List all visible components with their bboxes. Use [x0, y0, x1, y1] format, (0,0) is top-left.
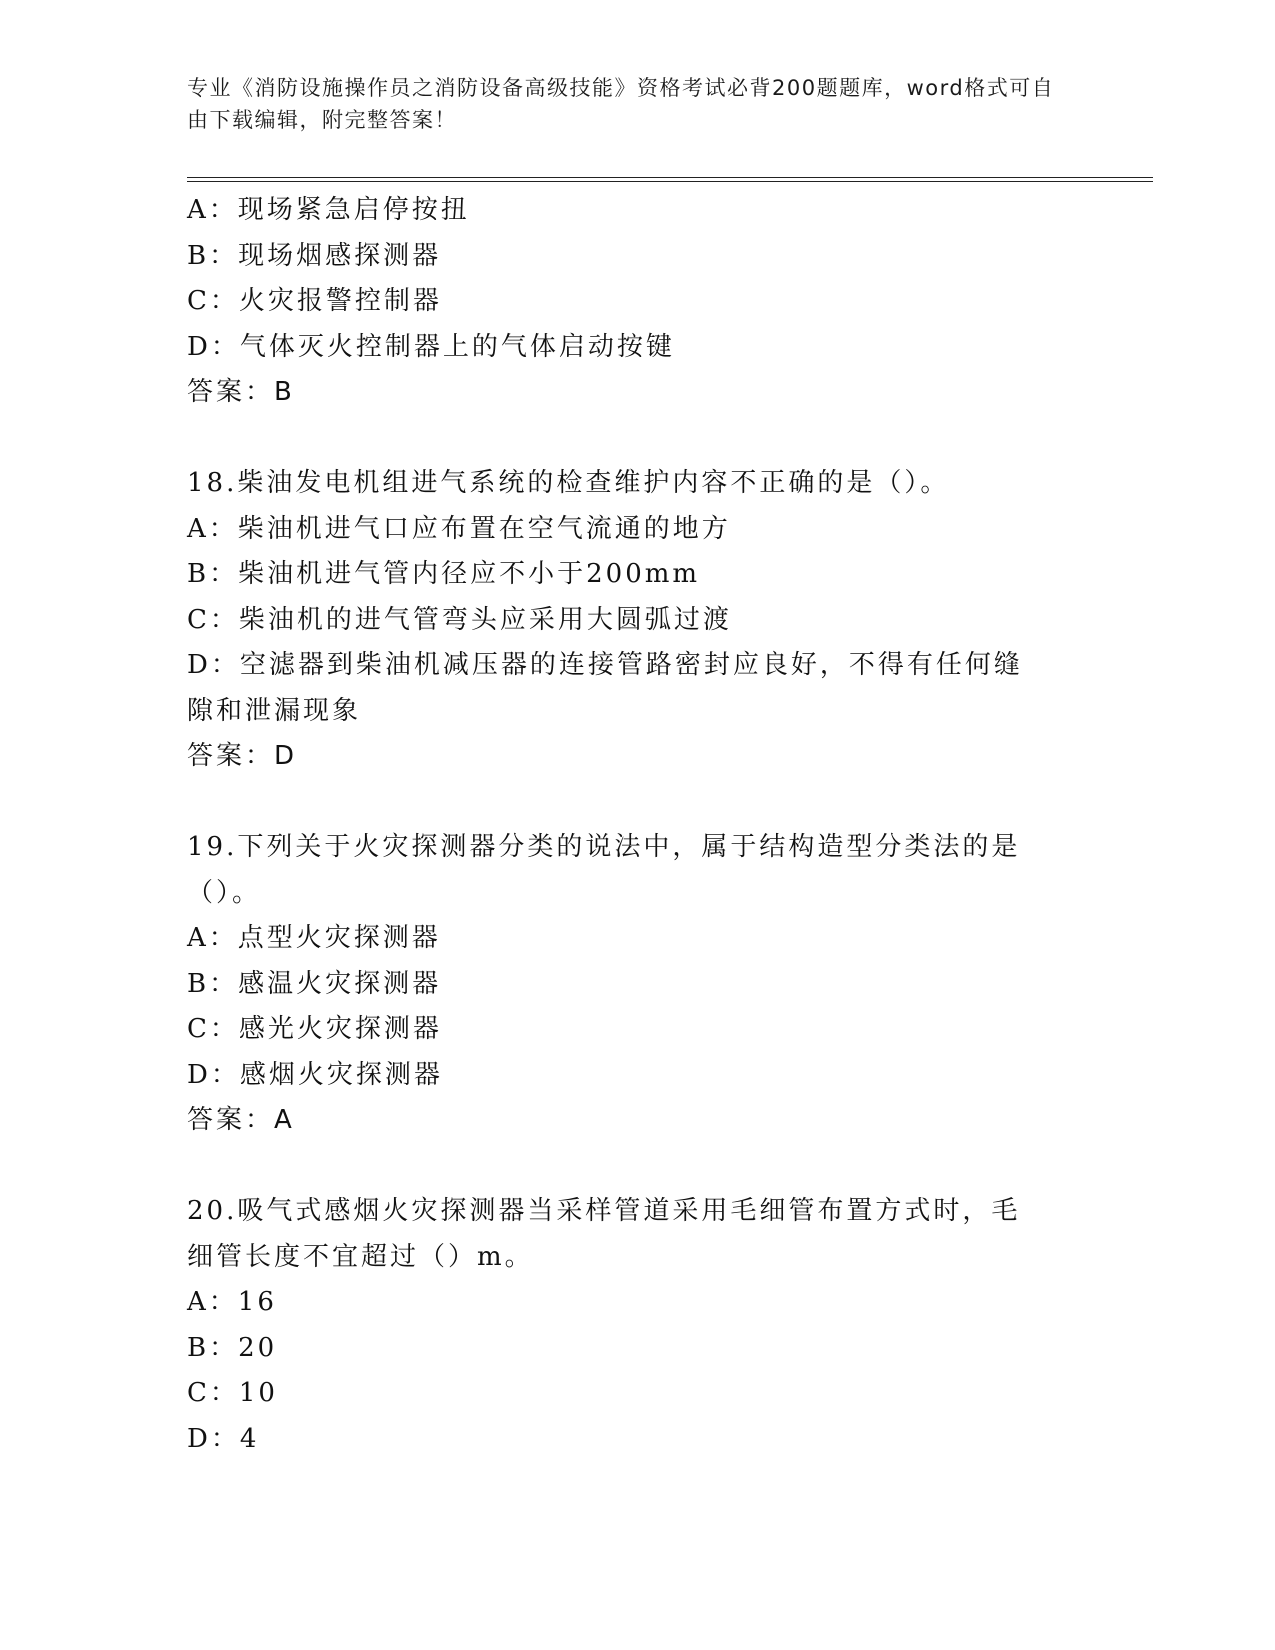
- document-header: 专业《消防设施操作员之消防设备高级技能》资格考试必背200题题库，word格式可自由下载编辑，附完整答案！: [187, 76, 1055, 132]
- answer: 答案：D: [187, 741, 298, 771]
- option-a: A：16: [187, 1287, 277, 1317]
- question-20: [187, 1189, 1087, 1462]
- question-19: [187, 825, 1087, 1144]
- option-a: A：点型火灾探测器: [187, 923, 441, 953]
- option-b: B：现场烟感探测器: [187, 240, 442, 271]
- question-text: 20.吸气式感烟火灾探测器当采样管道采用毛细管布置方式时，毛细管长度不宜超过（）m。: [187, 1196, 1021, 1272]
- option-c: C：火灾报警控制器: [187, 286, 442, 316]
- spacer: [187, 1144, 1087, 1190]
- question-text: 19.下列关于火灾探测器分类的说法中，属于结构造型分类法的是（）。: [187, 832, 1021, 908]
- header-divider-bottom: [187, 181, 1153, 182]
- header-divider-top: [187, 177, 1153, 178]
- option-d: D：气体灭火控制器上的气体启动按键: [187, 331, 675, 362]
- spacer: [187, 780, 1087, 826]
- question-17: [187, 188, 1087, 416]
- option-a: A：柴油机进气口应布置在空气流通的地方: [187, 513, 731, 544]
- question-18: [187, 461, 1087, 780]
- spacer: [187, 416, 1087, 462]
- question-text: 18.柴油发电机组进气系统的检查维护内容不正确的是（）。: [187, 468, 950, 498]
- option-d: D：空滤器到柴油机减压器的连接管路密封应良好，不得有任何缝隙和泄漏现象: [187, 650, 1023, 726]
- option-b: B：20: [187, 1332, 278, 1363]
- option-d: D：感烟火灾探测器: [187, 1059, 443, 1090]
- option-c: C：10: [187, 1378, 278, 1408]
- option-b: B：柴油机进气管内径应不小于200mm: [187, 559, 701, 589]
- question-list: [187, 188, 1087, 1462]
- answer: 答案：A: [187, 1105, 295, 1135]
- option-a: A：现场紧急启停按扭: [187, 195, 470, 225]
- option-d: D：4: [187, 1423, 260, 1454]
- answer: 答案：B: [187, 377, 295, 407]
- option-b: B：感温火灾探测器: [187, 968, 442, 999]
- option-c: C：柴油机的进气管弯头应采用大圆弧过渡: [187, 604, 732, 635]
- option-c: C：感光火灾探测器: [187, 1014, 442, 1044]
